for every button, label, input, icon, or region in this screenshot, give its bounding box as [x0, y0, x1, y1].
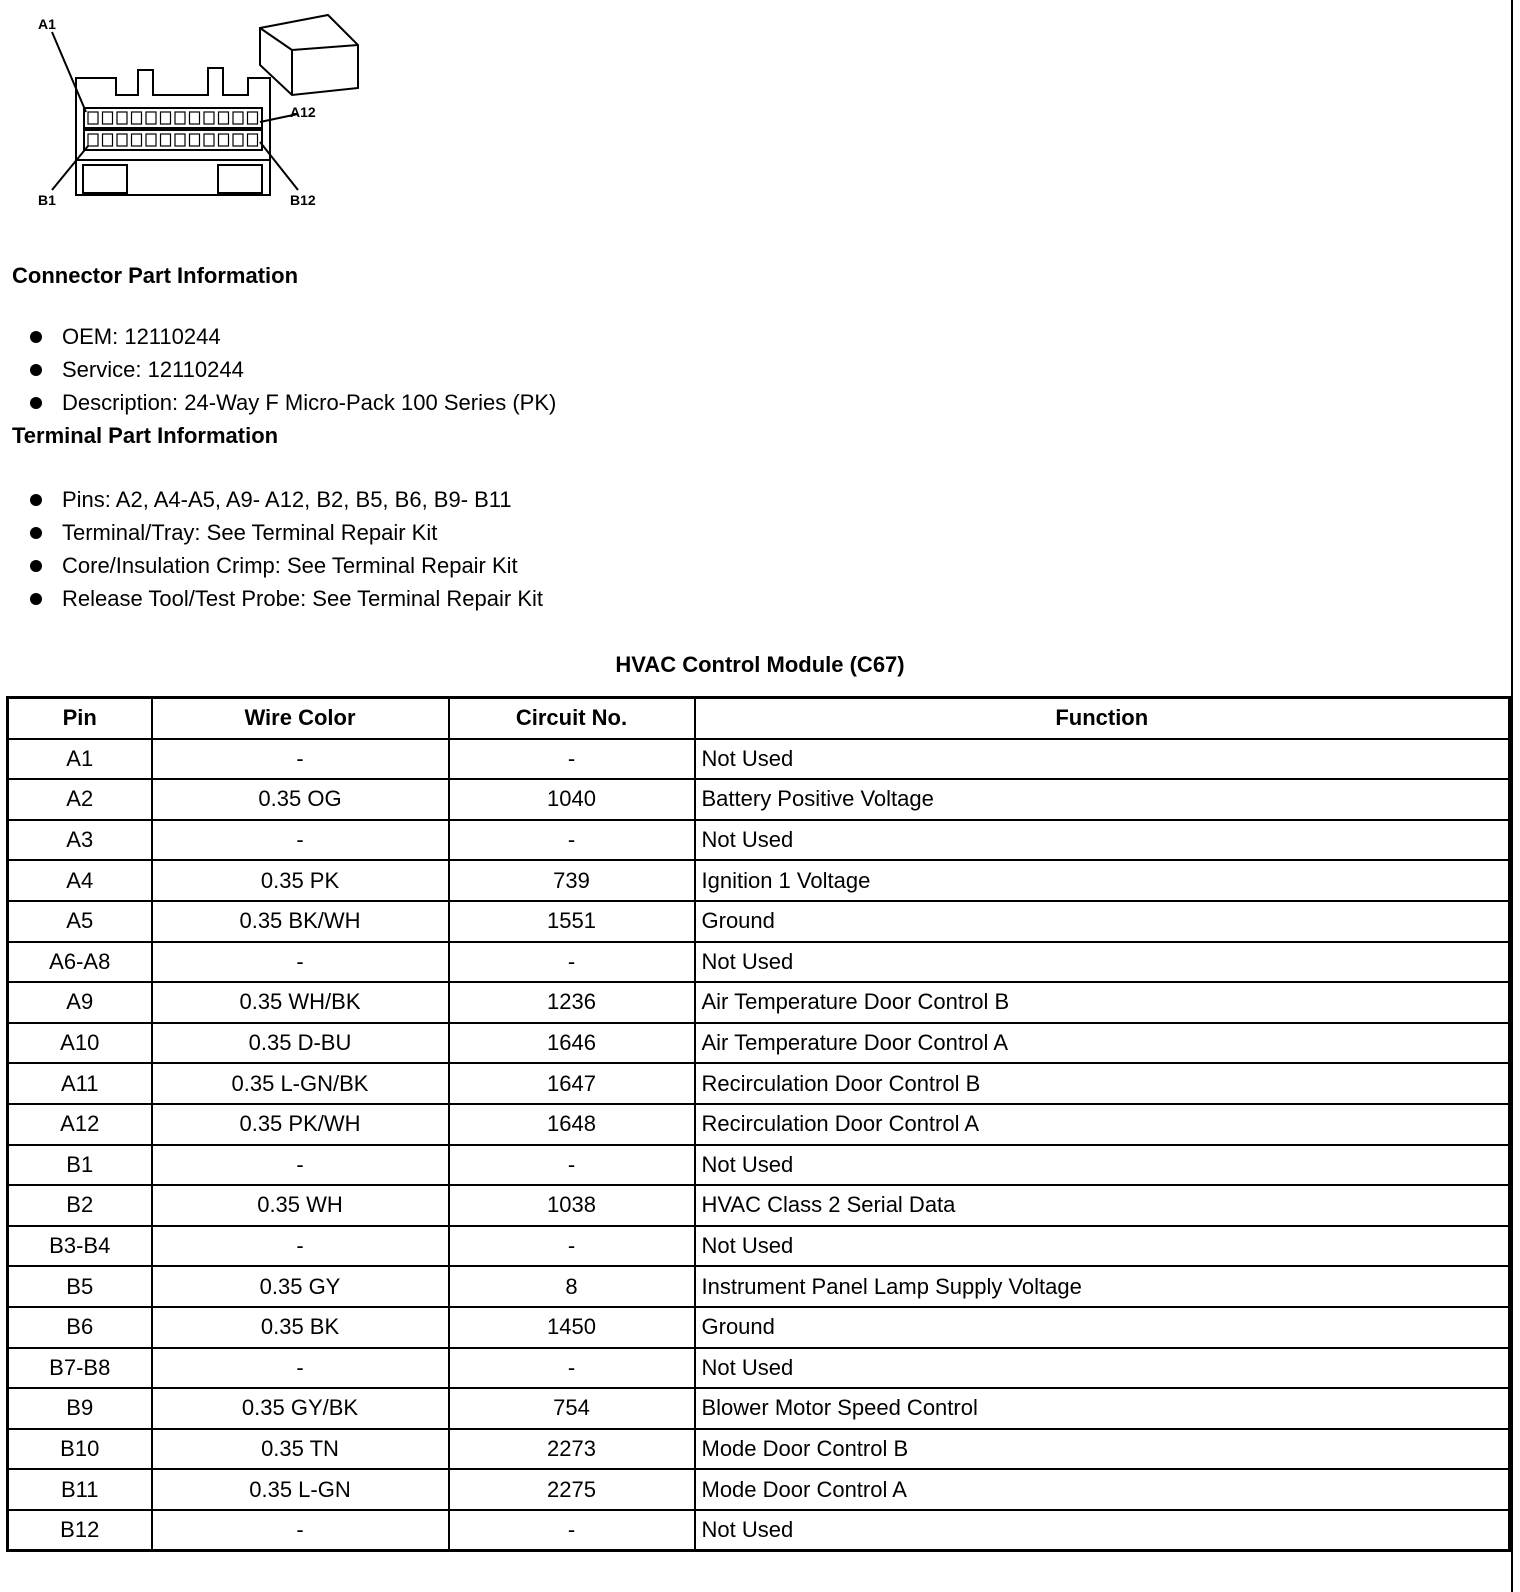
terminal-cavity	[103, 112, 113, 124]
table-row	[8, 1388, 1510, 1429]
cell-circuit-no: -	[449, 942, 695, 983]
cell-function: Air Temperature Door Control B	[695, 982, 1510, 1023]
table-row	[8, 942, 1510, 983]
cell-wire-color: 0.35 PK	[152, 860, 449, 901]
cell-pin: A10	[8, 1023, 152, 1064]
cell-wire-color: 0.35 BK/WH	[152, 901, 449, 942]
terminal-cavity	[103, 134, 113, 146]
cell-pin: A3	[8, 820, 152, 861]
terminal-cavity	[161, 134, 171, 146]
header-function: Function	[695, 698, 1510, 739]
pin-b12-label: B12	[290, 192, 316, 208]
cell-pin: B2	[8, 1185, 152, 1226]
terminal-cavity	[146, 112, 156, 124]
terminal-cavity	[233, 134, 243, 146]
cell-pin: A5	[8, 901, 152, 942]
pinout-table	[6, 696, 1511, 1552]
cell-circuit-no: 1450	[449, 1307, 695, 1348]
cell-circuit-no: 1646	[449, 1023, 695, 1064]
cell-wire-color: 0.35 OG	[152, 779, 449, 820]
header-circuit-no: Circuit No.	[449, 698, 695, 739]
list-item: Description: 24-Way F Micro-Pack 100 Series (PK)	[30, 386, 556, 419]
cell-wire-color: -	[152, 942, 449, 983]
cell-wire-color: 0.35 WH	[152, 1185, 449, 1226]
terminal-cavity	[146, 134, 156, 146]
terminal-part-info-heading: Terminal Part Information	[12, 423, 279, 448]
cell-function: Instrument Panel Lamp Supply Voltage	[695, 1266, 1510, 1307]
cell-wire-color: -	[152, 820, 449, 861]
cell-wire-color: 0.35 GY/BK	[152, 1388, 449, 1429]
cell-pin: A4	[8, 860, 152, 901]
page-right-border	[1511, 0, 1513, 1592]
list-item: Pins: A2, A4-A5, A9- A12, B2, B5, B6, B9- B11	[30, 483, 543, 516]
cell-wire-color: 0.35 BK	[152, 1307, 449, 1348]
list-item: Terminal/Tray: See Terminal Repair Kit	[30, 516, 543, 549]
table-row	[8, 779, 1510, 820]
cell-pin: B1	[8, 1145, 152, 1186]
cell-function: Ground	[695, 901, 1510, 942]
header-wire-color: Wire Color	[152, 698, 449, 739]
pin-a12-label: A12	[290, 104, 316, 120]
cell-pin: A9	[8, 982, 152, 1023]
connector-diagram	[28, 10, 378, 215]
table-row	[8, 1063, 1510, 1104]
cell-pin: A11	[8, 1063, 152, 1104]
list-item: Core/Insulation Crimp: See Terminal Repair Kit	[30, 549, 543, 582]
list-item: OEM: 12110244	[30, 320, 556, 353]
cell-wire-color: -	[152, 739, 449, 780]
cell-circuit-no: -	[449, 820, 695, 861]
table-row	[8, 901, 1510, 942]
cell-wire-color: -	[152, 1226, 449, 1267]
cell-pin: A12	[8, 1104, 152, 1145]
terminal-cavity	[117, 112, 127, 124]
pin-a1-label: A1	[38, 16, 56, 32]
terminal-cavity	[88, 134, 98, 146]
cell-pin: A1	[8, 739, 152, 780]
table-header-row	[8, 698, 1510, 739]
terminal-cavity	[132, 112, 142, 124]
cell-pin: A6-A8	[8, 942, 152, 983]
list-item: Service: 12110244	[30, 353, 556, 386]
table-row	[8, 739, 1510, 780]
terminal-cavity	[204, 112, 214, 124]
cell-circuit-no: 739	[449, 860, 695, 901]
cell-pin: B5	[8, 1266, 152, 1307]
cell-pin: B10	[8, 1429, 152, 1470]
terminal-cavity	[190, 134, 200, 146]
cell-wire-color: -	[152, 1348, 449, 1389]
terminal-cavity	[117, 134, 127, 146]
cell-circuit-no: 1648	[449, 1104, 695, 1145]
cell-function: Ground	[695, 1307, 1510, 1348]
cell-function: Recirculation Door Control A	[695, 1104, 1510, 1145]
cell-wire-color: -	[152, 1510, 449, 1551]
cell-circuit-no: 2273	[449, 1429, 695, 1470]
cell-function: Not Used	[695, 820, 1510, 861]
terminal-cavity	[175, 112, 185, 124]
connector-part-info-list	[30, 320, 556, 419]
cell-function: Battery Positive Voltage	[695, 779, 1510, 820]
table-row	[8, 1226, 1510, 1267]
cell-circuit-no: 2275	[449, 1469, 695, 1510]
table-row	[8, 1185, 1510, 1226]
cell-pin: B11	[8, 1469, 152, 1510]
cell-wire-color: 0.35 L-GN	[152, 1469, 449, 1510]
cell-wire-color: 0.35 D-BU	[152, 1023, 449, 1064]
table-row	[8, 860, 1510, 901]
terminal-cavity	[175, 134, 185, 146]
cell-function: Blower Motor Speed Control	[695, 1388, 1510, 1429]
connector-part-info-heading: Connector Part Information	[12, 263, 299, 288]
terminal-cavity	[248, 112, 258, 124]
cell-pin: A2	[8, 779, 152, 820]
table-body	[8, 739, 1510, 1551]
table-row	[8, 820, 1510, 861]
table-row	[8, 1145, 1510, 1186]
cell-circuit-no: -	[449, 1348, 695, 1389]
cell-function: Ignition 1 Voltage	[695, 860, 1510, 901]
cell-wire-color: 0.35 GY	[152, 1266, 449, 1307]
cell-pin: B3-B4	[8, 1226, 152, 1267]
cell-pin: B6	[8, 1307, 152, 1348]
terminal-cavity	[190, 112, 200, 124]
cell-circuit-no: -	[449, 1510, 695, 1551]
cell-pin: B7-B8	[8, 1348, 152, 1389]
table-row	[8, 1023, 1510, 1064]
connector-face-illustration	[28, 10, 378, 215]
cell-function: Air Temperature Door Control A	[695, 1023, 1510, 1064]
cell-circuit-no: -	[449, 1145, 695, 1186]
cell-function: Not Used	[695, 1226, 1510, 1267]
terminal-cavity	[204, 134, 214, 146]
terminal-cavity	[248, 134, 258, 146]
cell-function: Not Used	[695, 1510, 1510, 1551]
cell-function: Not Used	[695, 1145, 1510, 1186]
cell-circuit-no: 1038	[449, 1185, 695, 1226]
terminal-cavity	[219, 134, 229, 146]
cell-circuit-no: 1647	[449, 1063, 695, 1104]
cell-function: Mode Door Control A	[695, 1469, 1510, 1510]
table-row	[8, 1348, 1510, 1389]
cell-wire-color: 0.35 L-GN/BK	[152, 1063, 449, 1104]
cell-function: Recirculation Door Control B	[695, 1063, 1510, 1104]
list-item: Release Tool/Test Probe: See Terminal Repair Kit	[30, 582, 543, 615]
cell-wire-color: 0.35 TN	[152, 1429, 449, 1470]
table-row	[8, 982, 1510, 1023]
cell-wire-color: -	[152, 1145, 449, 1186]
cell-circuit-no: 1236	[449, 982, 695, 1023]
table-row	[8, 1307, 1510, 1348]
table-row	[8, 1429, 1510, 1470]
cell-circuit-no: 754	[449, 1388, 695, 1429]
cell-pin: B12	[8, 1510, 152, 1551]
cell-function: Not Used	[695, 739, 1510, 780]
cell-function: Mode Door Control B	[695, 1429, 1510, 1470]
cell-circuit-no: 1551	[449, 901, 695, 942]
cell-function: HVAC Class 2 Serial Data	[695, 1185, 1510, 1226]
terminal-cavity	[233, 112, 243, 124]
header-pin: Pin	[8, 698, 152, 739]
table-row	[8, 1469, 1510, 1510]
terminal-cavity	[219, 112, 229, 124]
terminal-part-info-list	[30, 483, 543, 615]
terminal-cavity	[132, 134, 142, 146]
table-row	[8, 1510, 1510, 1551]
cell-wire-color: 0.35 PK/WH	[152, 1104, 449, 1145]
cell-function: Not Used	[695, 942, 1510, 983]
cell-circuit-no: 8	[449, 1266, 695, 1307]
table-title: HVAC Control Module (C67)	[615, 652, 905, 677]
cell-circuit-no: 1040	[449, 779, 695, 820]
terminal-cavity	[88, 112, 98, 124]
cell-wire-color: 0.35 WH/BK	[152, 982, 449, 1023]
cell-pin: B9	[8, 1388, 152, 1429]
terminal-cavity	[161, 112, 171, 124]
pin-b1-label: B1	[38, 192, 56, 208]
cell-circuit-no: -	[449, 1226, 695, 1267]
table-row	[8, 1266, 1510, 1307]
cell-function: Not Used	[695, 1348, 1510, 1389]
table-row	[8, 1104, 1510, 1145]
cell-circuit-no: -	[449, 739, 695, 780]
